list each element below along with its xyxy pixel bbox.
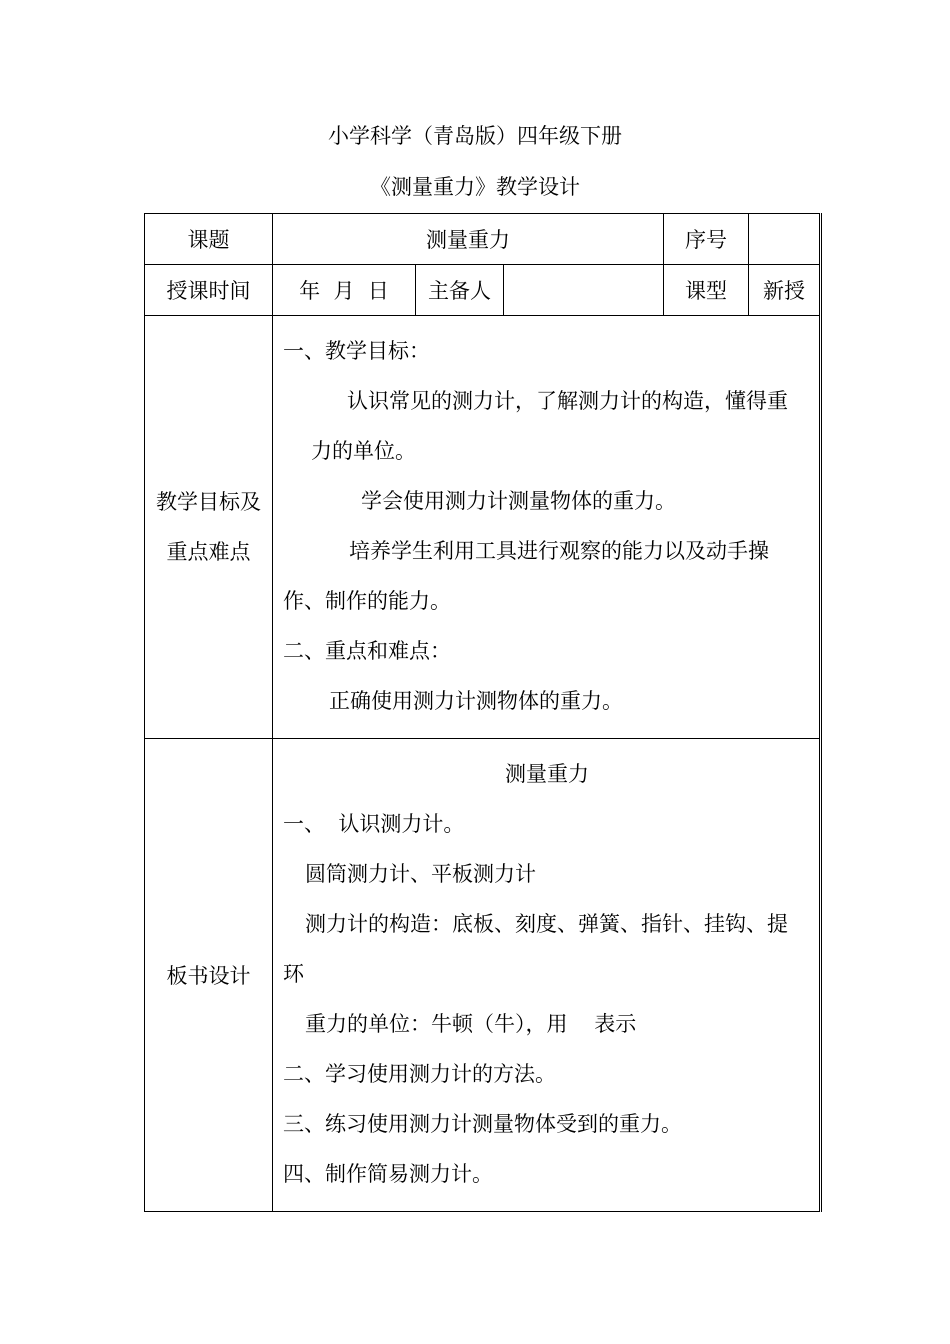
preparer-label: 主备人 xyxy=(416,265,504,316)
board-heading: 测量重力 xyxy=(505,762,589,786)
board-label: 板书设计 xyxy=(145,739,273,1212)
board-line: 二、学习使用测力计的方法。 xyxy=(283,1062,556,1086)
objectives-content xyxy=(273,316,821,739)
objectives-line: 学会使用测力计测量物体的重力。 xyxy=(361,489,676,513)
document-title-line-1: 小学科学（青岛版）四年级下册 xyxy=(328,124,622,148)
document-title-line-2: 《测量重力》教学设计 xyxy=(370,175,580,199)
topic-label: 课题 xyxy=(145,214,273,265)
time-value: 年 月 日 xyxy=(273,265,416,316)
objectives-line: 培养学生利用工具进行观察的能力以及动手操 xyxy=(349,539,769,563)
objectives-label-line-1: 教学目标及 xyxy=(156,490,261,514)
board-content xyxy=(273,739,821,1212)
objectives-line: 力的单位。 xyxy=(311,439,416,463)
table-row-topic xyxy=(145,214,821,265)
board-line: 测力计的构造：底板、刻度、弹簧、指针、挂钩、提 xyxy=(305,912,788,936)
board-line: 一、 认识测力计。 xyxy=(283,812,465,836)
lesson-type-label: 课型 xyxy=(664,265,749,316)
board-line: 重力的单位：牛顿（牛），用 表示 xyxy=(305,1012,637,1036)
objectives-line: 二、重点和难点： xyxy=(283,639,451,663)
board-line: 四、制作简易测力计。 xyxy=(283,1162,493,1186)
board-line: 三、练习使用测力计测量物体受到的重力。 xyxy=(283,1112,682,1136)
board-line: 圆筒测力计、平板测力计 xyxy=(305,862,536,886)
objectives-line: 作、制作的能力。 xyxy=(283,589,451,613)
board-line: 环 xyxy=(283,962,304,986)
sequence-value xyxy=(749,214,821,265)
lesson-plan-table xyxy=(144,213,822,1212)
topic-value: 测量重力 xyxy=(273,214,664,265)
lesson-type-value: 新授 xyxy=(749,265,821,316)
time-label: 授课时间 xyxy=(145,265,273,316)
sequence-label: 序号 xyxy=(664,214,749,265)
preparer-value xyxy=(504,265,664,316)
table-row-time xyxy=(145,265,821,316)
table-row-objectives xyxy=(145,316,821,739)
objectives-line: 正确使用测力计测物体的重力。 xyxy=(329,689,623,713)
table-row-board xyxy=(145,739,821,1212)
objectives-label xyxy=(145,316,273,739)
objectives-line: 一、教学目标： xyxy=(283,339,430,363)
objectives-label-line-2: 重点难点 xyxy=(166,540,251,564)
objectives-line: 认识常见的测力计，了解测力计的构造，懂得重 xyxy=(347,389,788,413)
